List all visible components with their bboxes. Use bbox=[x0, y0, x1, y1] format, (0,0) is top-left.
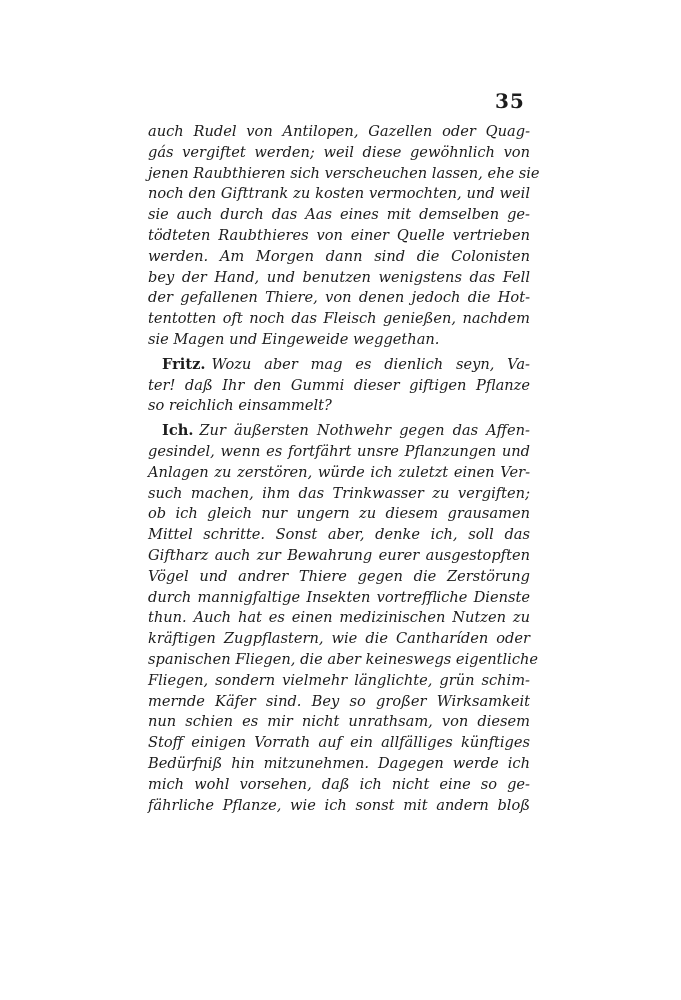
text-line: Bedürfniß hin mitzunehmen. Dagegen werde ich bbox=[148, 754, 530, 772]
text-line: Anlagen zu zerstören, würde ich zuletzt einen Ver- bbox=[148, 463, 530, 481]
dialogue-text: Wozu aber mag es dienlich seyn, Va- bbox=[211, 355, 530, 373]
text-line: ob ich gleich nur ungern zu diesem grausamen bbox=[148, 505, 530, 523]
text-line: mernde Käfer sind. Bey so großer Wirksamkeit bbox=[148, 692, 530, 710]
text-line: fährliche Pflanze, wie ich sonst mit andern bloß bbox=[148, 796, 530, 814]
text-line: Giftharz auch zur Bewahrung eurer ausgestopften bbox=[148, 546, 530, 564]
text-line: sie Magen und Eingeweide weggethan. bbox=[148, 330, 440, 348]
text-line: der gefallenen Thiere, von denen jedoch die Hot- bbox=[148, 289, 530, 307]
text-line: Fliegen, sondern vielmehr länglichte, grün schim- bbox=[148, 671, 530, 689]
text-line: bey der Hand, und benutzen wenigstens das Fell bbox=[148, 268, 530, 286]
text-line: ter! daß Ihr den Gummi dieser giftigen Pflanze bbox=[148, 376, 530, 394]
text-line: such machen, ihm das Trinkwasser zu vergiften; bbox=[148, 484, 530, 502]
body-text bbox=[148, 122, 540, 816]
text-line: mich wohl vorsehen, daß ich nicht eine so ge- bbox=[148, 775, 530, 793]
dialogue-line-ich bbox=[148, 421, 530, 442]
text-line: Vögel und andrer Thiere gegen die Zerstörung bbox=[148, 567, 530, 585]
text-line: sie auch durch das Aas eines mit demselben ge- bbox=[148, 206, 530, 224]
text-line: durch mannigfaltige Insekten vortreffliche Dienste bbox=[148, 588, 530, 606]
text-line: noch den Gifttrank zu kosten vermochten, und weil bbox=[148, 185, 530, 203]
page-number: 35 bbox=[495, 89, 525, 113]
text-line: gás vergiftet werden; weil diese gewöhnlich von bbox=[148, 143, 530, 161]
speaker-fritz: Fritz. bbox=[162, 355, 206, 373]
text-line: jenen Raubthieren sich verscheuchen lassen, ehe sie bbox=[148, 164, 540, 182]
text-line: gesindel, wenn es fortfährt unsre Pflanzungen und bbox=[148, 442, 530, 460]
text-line: kräftigen Zugpflastern, wie die Cantharíden oder bbox=[148, 630, 530, 648]
dialogue-line-fritz bbox=[148, 355, 530, 376]
text-line: so reichlich einsammelt? bbox=[148, 397, 332, 415]
text-line: Mittel schritte. Sonst aber, denke ich, soll das bbox=[148, 526, 530, 544]
text-line: thun. Auch hat es einen medizinischen Nutzen zu bbox=[148, 609, 530, 627]
text-line: werden. Am Morgen dann sind die Colonisten bbox=[148, 247, 530, 265]
text-line: spanischen Fliegen, die aber keineswegs eigentliche bbox=[148, 650, 539, 668]
speaker-ich: Ich. bbox=[162, 422, 194, 440]
dialogue-text: Zur äußersten Nothwehr gegen das Affen- bbox=[199, 422, 530, 440]
text-line: auch Rudel von Antilopen, Gazellen oder Quag- bbox=[148, 123, 530, 140]
text-line: tödteten Raubthieres von einer Quelle vertrieben bbox=[148, 226, 530, 244]
text-line: Stoff einigen Vorrath auf ein allfälliges künftiges bbox=[148, 734, 530, 752]
text-line: nun schien es mir nicht unrathsam, von diesem bbox=[148, 713, 530, 731]
text-line: tentotten oft noch das Fleisch genießen, nachdem bbox=[148, 310, 530, 328]
